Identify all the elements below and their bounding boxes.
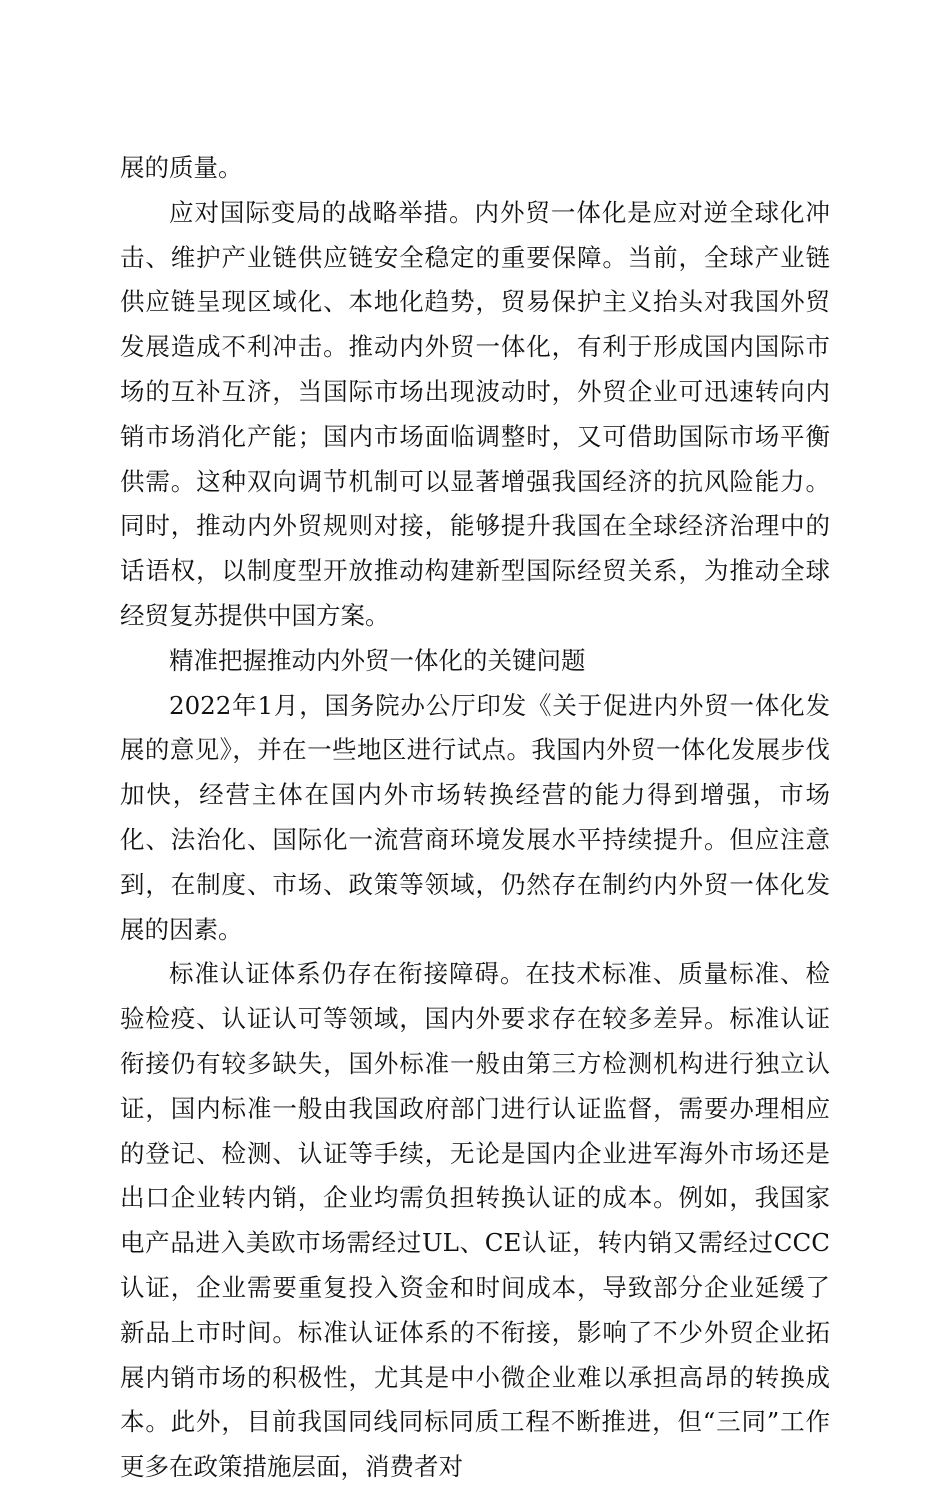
paragraph-continuation: 展的质量。 (120, 153, 243, 182)
paragraph-policy-opinion: 2022年1月，国务院办公厅印发《关于促进内外贸一体化发展的意见》，并在一些地区进行试点。我国内外贸一体化发展步伐加快，经营主体在国内外市场转换经营的能力得到增强，市场化、法治化、国际化一流营商环境发展水平持续提升。但应注意到，在制度、市场、政策等领域，仍然存在制约内外贸一体化发展的因素。 (120, 690, 830, 944)
paragraph-standards-certification: 标准认证体系仍存在衔接障碍。在技术标准、质量标准、检验检疫、认证认可等领域，国内外要求存在较多差异。标准认证衔接仍有较多缺失，国外标准一般由第三方检测机构进行独立认证，国内标准一般由我国政府部门进行认证监督，需要办理相应的登记、检测、认证等手续，无论是国内企业进军海外市场还是出口企业转内销，企业均需负担转换认证的成本。例如，我国家电产品进入美欧市场需经过UL、CE认证，转内销又需经过CCC认证，企业需要重复投入资金和时间成本，导致部分企业延缓了新品上市时间。标准认证体系的不衔接，影响了不少外贸企业拓展内销市场的积极性，尤其是中小微企业难以承担高昂的转换成本。此外，目前我国同线同标同质工程不断推进，但“三同”工作更多在政策措施层面，消费者对 (120, 959, 830, 1482)
section-heading: 精准把握推动内外贸一体化的关键问题 (169, 645, 586, 675)
document-body (120, 146, 830, 1490)
paragraph-international-strategy: 应对国际变局的战略举措。内外贸一体化是应对逆全球化冲击、维护产业链供应链安全稳定的重要保障。当前，全球产业链供应链呈现区域化、本地化趋势，贸易保护主义抬头对我国外贸发展造成不利冲击。推动内外贸一体化，有利于形成国内国际市场的互补互济，当国际市场出现波动时，外贸企业可迅速转向内销市场消化产能；国内市场面临调整时，又可借助国际市场平衡供需。这种双向调节机制可以显著增强我国经济的抗风险能力。同时，推动内外贸规则对接，能够提升我国在全球经济治理中的话语权，以制度型开放推动构建新型国际经贸关系，为推动全球经贸复苏提供中国方案。 (120, 197, 830, 630)
